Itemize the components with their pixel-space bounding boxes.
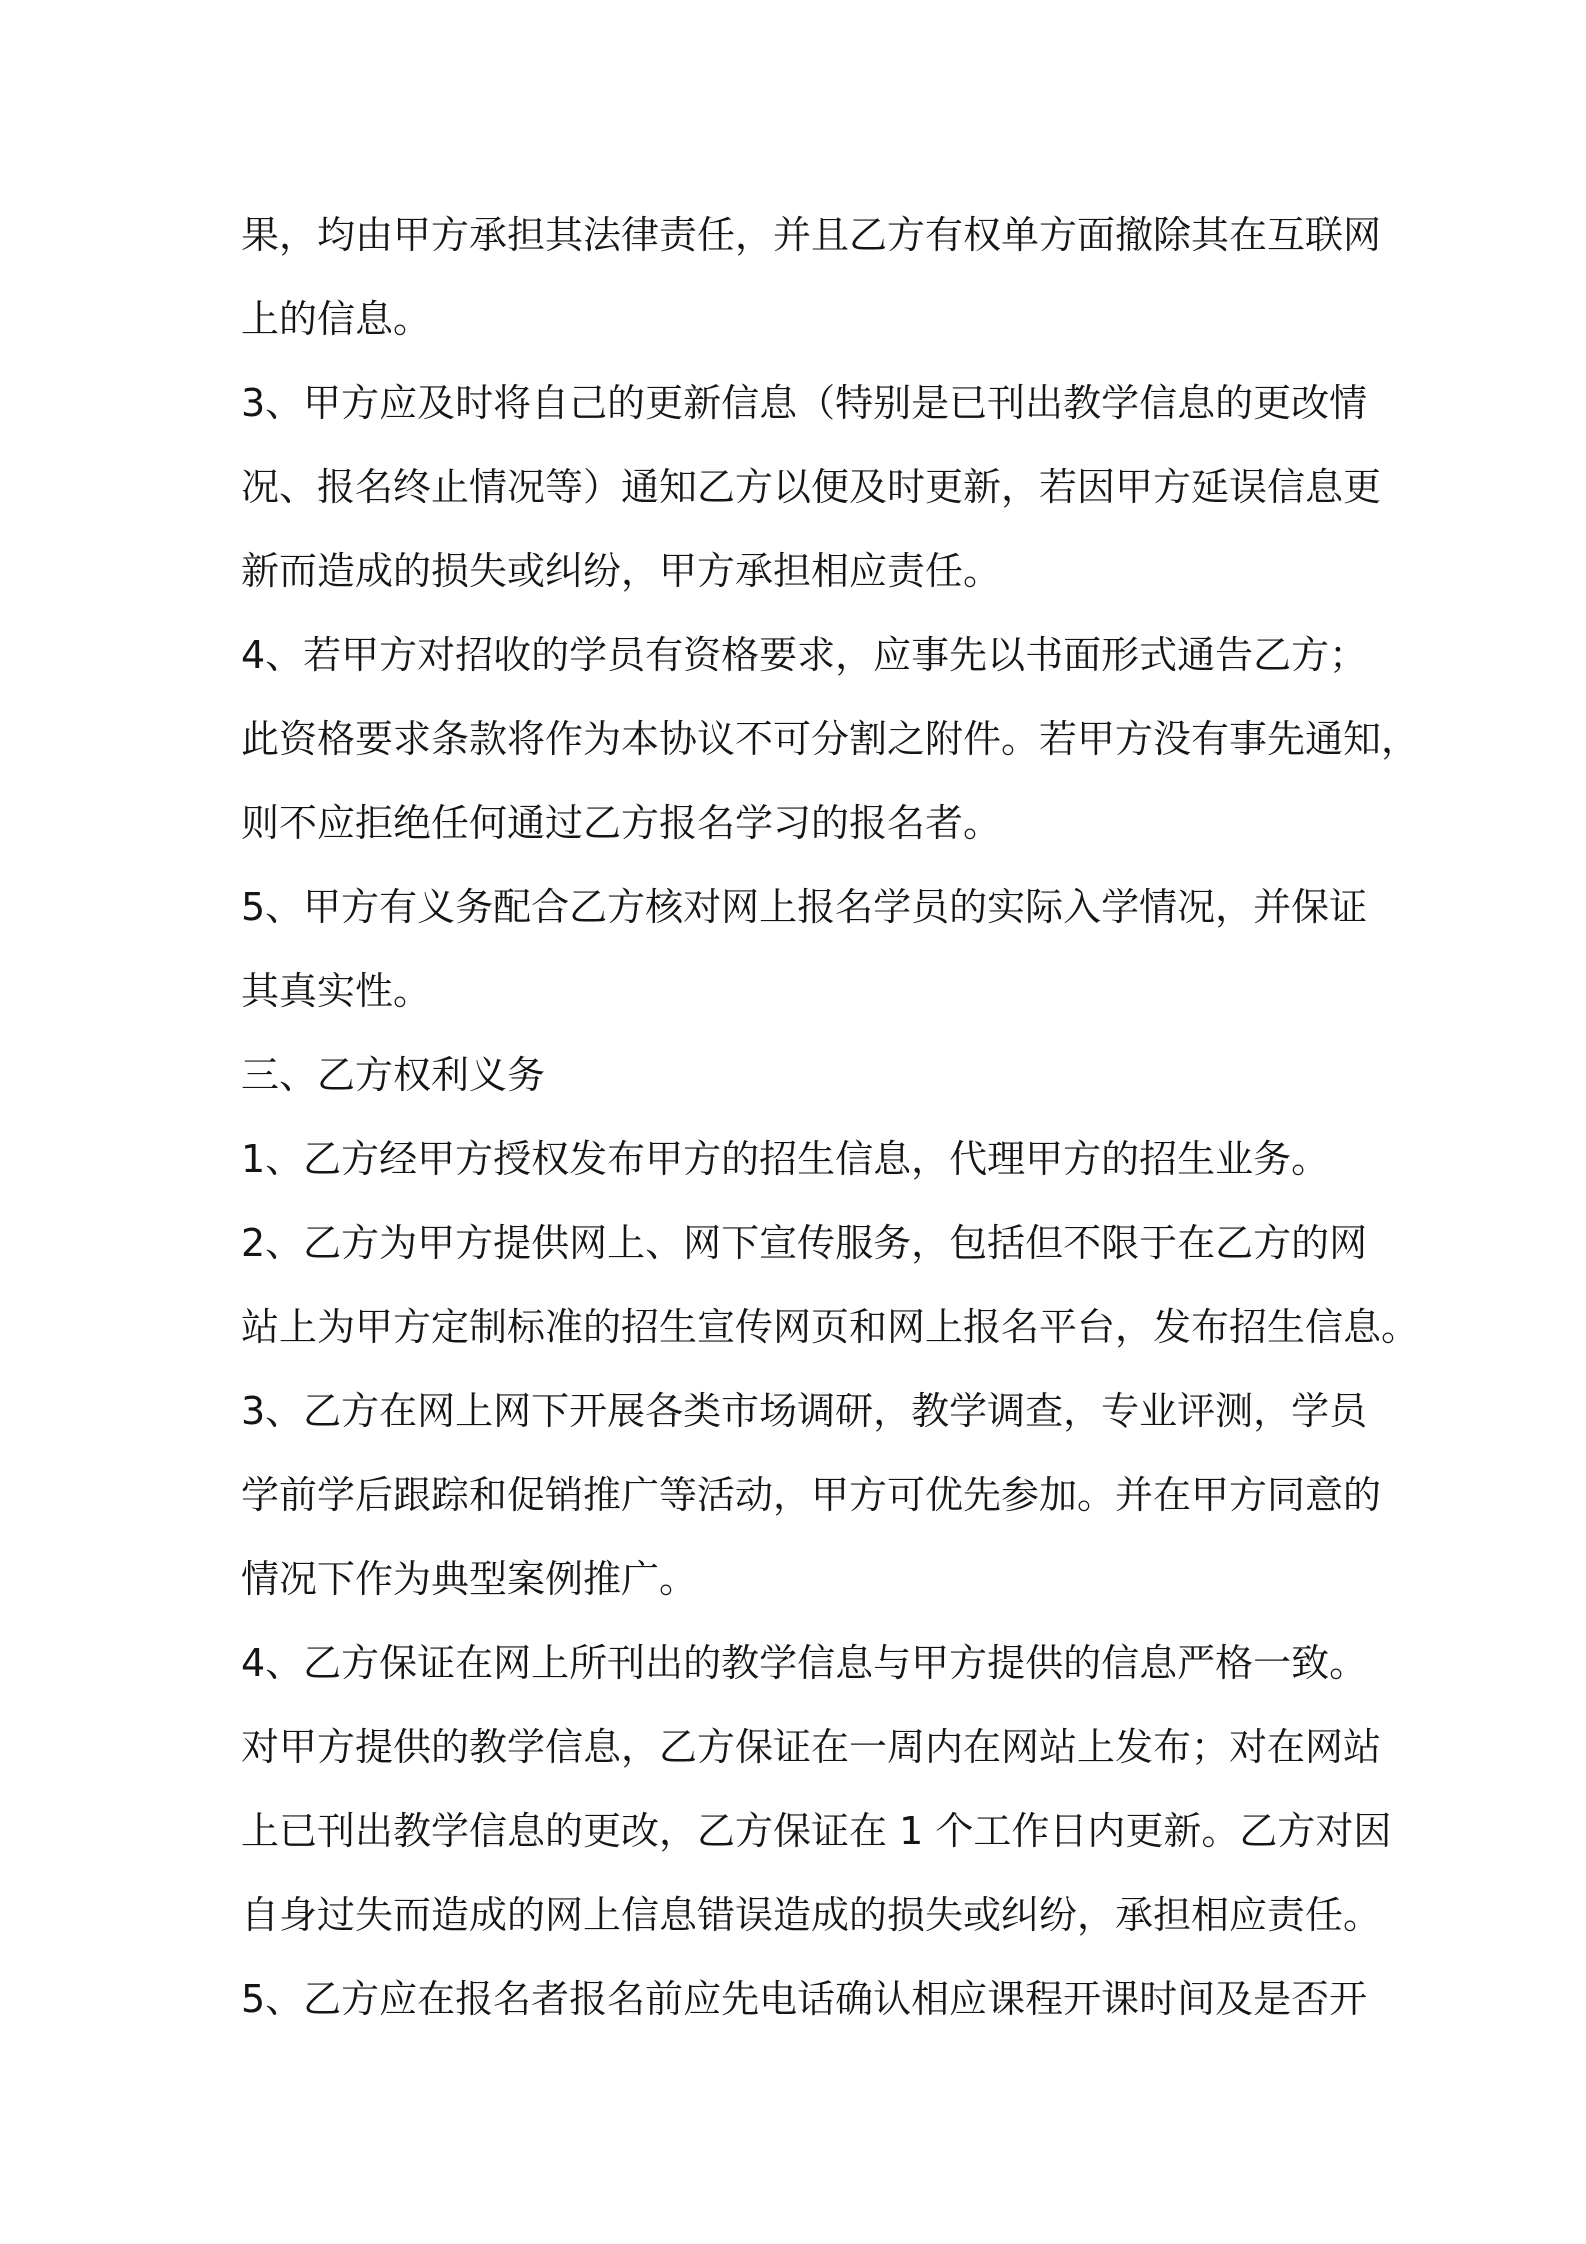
text-line: 5、甲方有义务配合乙方核对网上报名学员的实际入学情况，并保证 (241, 885, 1368, 929)
text-line: 2、乙方为甲方提供网上、网下宣传服务，包括但不限于在乙方的网 (241, 1221, 1368, 1265)
text-line: 1、乙方经甲方授权发布甲方的招生信息，代理甲方的招生业务。 (241, 1137, 1330, 1181)
text-line: 5、乙方应在报名者报名前应先电话确认相应课程开课时间及是否开 (241, 1977, 1368, 2021)
text-line: 对甲方提供的教学信息，乙方保证在一周内在网站上发布；对在网站 (241, 1725, 1382, 1769)
document-body (241, 193, 1420, 2041)
text-line: 果，均由甲方承担其法律责任，并且乙方有权单方面撤除其在互联网 (241, 213, 1382, 257)
text-line: 站上为甲方定制标准的招生宣传网页和网上报名平台，发布招生信息。 (241, 1305, 1420, 1349)
text-line: 新而造成的损失或纠纷，甲方承担相应责任。 (241, 549, 1002, 593)
text-line: 3、乙方在网上网下开展各类市场调研，教学调查，专业评测，学员 (241, 1389, 1368, 1433)
section-heading: 三、乙方权利义务 (241, 1053, 546, 1097)
text-line: 其真实性。 (241, 969, 432, 1013)
text-line: 此资格要求条款将作为本协议不可分割之附件。若甲方没有事先通知， (241, 717, 1420, 761)
text-line: 则不应拒绝任何通过乙方报名学习的报名者。 (241, 801, 1002, 845)
text-line: 4、若甲方对招收的学员有资格要求，应事先以书面形式通告乙方； (241, 633, 1368, 677)
text-line: 况、报名终止情况等）通知乙方以便及时更新，若因甲方延误信息更 (241, 465, 1382, 509)
text-line: 4、乙方保证在网上所刊出的教学信息与甲方提供的信息严格一致。 (241, 1641, 1368, 1685)
text-line: 上已刊出教学信息的更改，乙方保证在 1 个工作日内更新。乙方对因 (241, 1809, 1392, 1853)
text-line: 学前学后跟踪和促销推广等活动，甲方可优先参加。并在甲方同意的 (241, 1473, 1382, 1517)
text-line: 3、甲方应及时将自己的更新信息（特别是已刊出教学信息的更改情 (241, 381, 1368, 425)
text-line: 情况下作为典型案例推广。 (241, 1557, 698, 1601)
text-line: 上的信息。 (241, 297, 432, 341)
text-line: 自身过失而造成的网上信息错误造成的损失或纠纷，承担相应责任。 (241, 1893, 1382, 1937)
